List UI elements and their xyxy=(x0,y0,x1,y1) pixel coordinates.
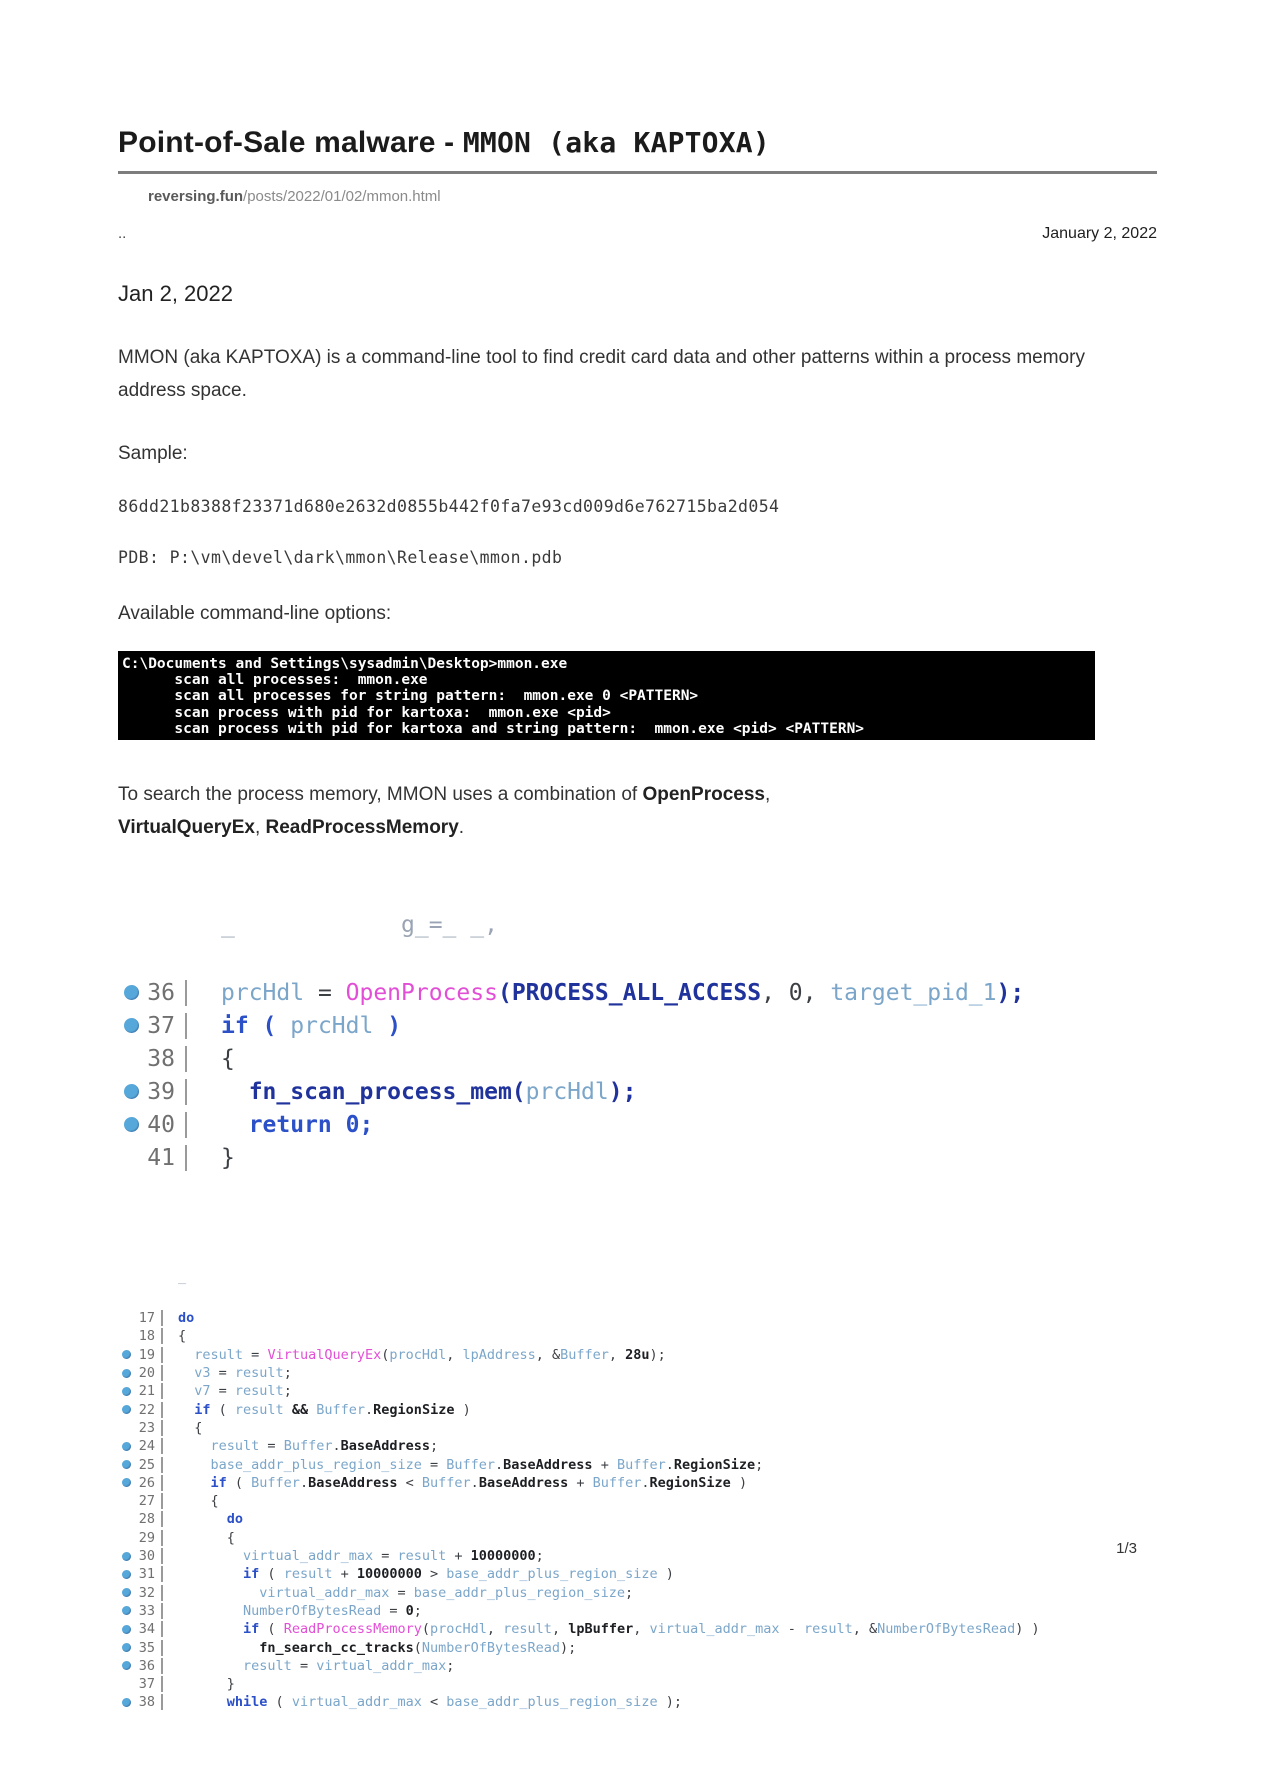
breakpoint-dot xyxy=(122,1552,131,1561)
code-text: while ( virtual_addr_max < base_addr_plus_region_size ); xyxy=(226,1694,682,1711)
breakpoint-dot xyxy=(122,1698,131,1707)
memory-paragraph xyxy=(118,778,1157,844)
source-url-host: reversing.fun xyxy=(148,188,244,205)
code-line xyxy=(118,1419,1157,1437)
page-title xyxy=(118,126,1157,160)
line-number: 22 xyxy=(131,1402,163,1418)
code-lines xyxy=(118,976,1157,1174)
line-number: 25 xyxy=(131,1457,163,1473)
line-number: 36 xyxy=(139,980,187,1006)
code-line xyxy=(118,1547,1157,1565)
code-line xyxy=(118,1309,1157,1327)
text-run: ReadProcessMemory xyxy=(265,817,459,839)
code-line xyxy=(118,1529,1157,1547)
code-line xyxy=(118,1327,1157,1345)
code-line xyxy=(118,1492,1157,1510)
text-run: To search the process memory, MMON uses a combination of xyxy=(118,784,643,806)
line-number: 20 xyxy=(131,1365,163,1381)
code-lines xyxy=(118,1309,1157,1712)
breakpoint-dot xyxy=(122,1478,131,1487)
line-number: 19 xyxy=(131,1347,163,1363)
meta-row xyxy=(118,225,1157,243)
line-number: 39 xyxy=(139,1079,187,1105)
terminal-line: C:\Documents and Settings\sysadmin\Desktop>mmon.exe xyxy=(122,656,568,672)
code-line xyxy=(118,1638,1157,1656)
code-line xyxy=(118,1346,1157,1364)
breakpoint-dot xyxy=(124,985,139,1000)
options-label: Available command-line options: xyxy=(118,603,392,624)
code-text: fn_search_cc_tracks(NumberOfBytesRead); xyxy=(259,1639,577,1656)
code-text: if ( ReadProcessMemory(procHdl, result, lpBuffer, virtual_addr_max - result, &NumberOfBytesRead) ) xyxy=(243,1621,1040,1638)
breakpoint-dot xyxy=(122,1350,131,1359)
code-line xyxy=(118,1075,1157,1108)
page-title-plain: Point-of-Sale malware - xyxy=(118,126,463,159)
terminal-line: scan all processes for string pattern: mmon.exe 0 <PATTERN> xyxy=(122,688,699,705)
code-line xyxy=(118,1565,1157,1583)
breakpoint-dot xyxy=(124,1084,139,1099)
cropped-line-artifact: _ g_=_ _, xyxy=(221,912,498,939)
text-run: , xyxy=(254,817,266,839)
terminal-line: scan process with pid for kartoxa and string pattern: mmon.exe <pid> <PATTERN> xyxy=(122,720,865,737)
line-number: 24 xyxy=(131,1438,163,1454)
code-line xyxy=(118,1042,1157,1075)
code-text: if ( result && Buffer.RegionSize ) xyxy=(194,1401,471,1418)
code-text: virtual_addr_max = result + 10000000; xyxy=(243,1548,544,1565)
code-text: { xyxy=(221,1045,235,1072)
date-heading: Jan 2, 2022 xyxy=(118,281,233,306)
page-title-code: MMON (aka KAPTOXA) xyxy=(462,126,770,159)
code-line xyxy=(118,1602,1157,1620)
breakpoint-dot xyxy=(122,1588,131,1597)
text-run: , xyxy=(764,784,771,806)
line-number: 26 xyxy=(131,1475,163,1491)
code-text: { xyxy=(178,1493,219,1510)
code-text: result = Buffer.BaseAddress; xyxy=(210,1438,439,1455)
code-text: base_addr_plus_region_size = Buffer.BaseAddress + Buffer.RegionSize; xyxy=(210,1456,764,1473)
code-text: if ( Buffer.BaseAddress < Buffer.BaseAddress + Buffer.RegionSize ) xyxy=(210,1474,748,1491)
text-run: VirtualQueryEx xyxy=(118,817,255,839)
text-run: . xyxy=(458,817,465,839)
text-run: OpenProcess xyxy=(642,784,765,806)
terminal-screenshot xyxy=(118,651,1095,740)
source-url-path: /posts/2022/01/02/mmon.html xyxy=(243,188,441,205)
code-line xyxy=(118,1382,1157,1400)
code-text: fn_scan_process_mem(prcHdl); xyxy=(221,1078,637,1105)
breakpoint-dot xyxy=(122,1625,131,1634)
line-number: 32 xyxy=(131,1585,163,1601)
line-number: 27 xyxy=(131,1493,163,1509)
cropped-line-artifact: _ xyxy=(178,1269,187,1286)
code-text: NumberOfBytesRead = 0; xyxy=(243,1602,422,1619)
code-line xyxy=(118,1141,1157,1174)
sample-label: Sample: xyxy=(118,443,188,464)
line-number: 38 xyxy=(139,1046,187,1072)
code-text: v3 = result; xyxy=(194,1365,292,1382)
line-number: 38 xyxy=(131,1694,163,1710)
title-divider xyxy=(118,171,1157,174)
code-text: return 0; xyxy=(221,1111,374,1138)
nav-dots: .. xyxy=(118,225,127,242)
code-text: if ( prcHdl ) xyxy=(221,1012,402,1039)
code-text: { xyxy=(178,1529,235,1546)
decompiler-screenshot-scanloop xyxy=(118,1248,1157,1744)
code-line xyxy=(118,1620,1157,1638)
breakpoint-dot xyxy=(122,1442,131,1451)
decompiler-screenshot-openprocess xyxy=(118,878,1157,1226)
breakpoint-dot xyxy=(122,1460,131,1469)
line-number: 30 xyxy=(131,1548,163,1564)
code-text: if ( result + 10000000 > base_addr_plus_region_size ) xyxy=(243,1566,674,1583)
breakpoint-dot xyxy=(122,1643,131,1652)
code-line xyxy=(118,1583,1157,1601)
code-text: { xyxy=(178,1419,203,1436)
post-date: January 2, 2022 xyxy=(1042,225,1157,242)
code-text: prcHdl = OpenProcess(PROCESS_ALL_ACCESS, 0, target_pid_1); xyxy=(221,979,1025,1006)
breakpoint-dot xyxy=(124,1018,139,1033)
code-text: } xyxy=(221,1144,235,1171)
line-number: 18 xyxy=(131,1328,163,1344)
breakpoint-dot xyxy=(122,1606,131,1615)
code-line xyxy=(118,976,1157,1009)
line-number: 31 xyxy=(131,1566,163,1582)
code-line xyxy=(118,1455,1157,1473)
pdb-path: PDB: P:\vm\devel\dark\mmon\Release\mmon.pdb xyxy=(118,548,563,567)
line-number: 35 xyxy=(131,1640,163,1656)
code-line xyxy=(118,1437,1157,1455)
line-number: 37 xyxy=(131,1676,163,1692)
code-line xyxy=(118,1657,1157,1675)
intro-paragraph: MMON (aka KAPTOXA) is a command-line tool to find credit card data and other patterns within a process memory address space. xyxy=(118,347,1085,401)
code-line xyxy=(118,1474,1157,1492)
source-url xyxy=(118,188,1157,205)
code-text: v7 = result; xyxy=(194,1383,292,1400)
code-text: result = virtual_addr_max; xyxy=(243,1657,455,1674)
line-number: 36 xyxy=(131,1658,163,1674)
code-text: do xyxy=(226,1511,244,1528)
breakpoint-dot xyxy=(122,1661,131,1670)
line-number: 40 xyxy=(139,1112,187,1138)
code-text: do xyxy=(178,1310,195,1327)
line-number: 17 xyxy=(131,1310,163,1326)
line-number: 29 xyxy=(131,1530,163,1546)
code-text: virtual_addr_max = base_addr_plus_region_size; xyxy=(259,1584,634,1601)
code-line xyxy=(118,1401,1157,1419)
line-number: 23 xyxy=(131,1420,163,1436)
code-text: { xyxy=(178,1328,187,1345)
breakpoint-dot xyxy=(122,1570,131,1579)
line-number: 21 xyxy=(131,1383,163,1399)
code-line xyxy=(118,1510,1157,1528)
code-line xyxy=(118,1108,1157,1141)
code-line xyxy=(118,1693,1157,1711)
code-text: result = VirtualQueryEx(procHdl, lpAddress, &Buffer, 28u); xyxy=(194,1346,666,1363)
page-number: 1/3 xyxy=(1116,1540,1137,1557)
code-line xyxy=(118,1009,1157,1042)
terminal-line: scan all processes: mmon.exe xyxy=(122,672,428,689)
line-number: 28 xyxy=(131,1511,163,1527)
breakpoint-dot xyxy=(122,1387,131,1396)
terminal-line: scan process with pid for kartoxa: mmon.exe <pid> xyxy=(122,704,611,721)
line-number: 41 xyxy=(139,1145,187,1171)
breakpoint-dot xyxy=(122,1369,131,1378)
sample-hash: 86dd21b8388f23371d680e2632d0855b442f0fa7e93cd009d6e762715ba2d054 xyxy=(118,497,780,516)
code-text: } xyxy=(178,1676,235,1693)
line-number: 34 xyxy=(131,1621,163,1637)
code-line xyxy=(118,1364,1157,1382)
line-number: 33 xyxy=(131,1603,163,1619)
code-line xyxy=(118,1675,1157,1693)
breakpoint-dot xyxy=(122,1405,131,1414)
breakpoint-dot xyxy=(124,1117,139,1132)
line-number: 37 xyxy=(139,1013,187,1039)
